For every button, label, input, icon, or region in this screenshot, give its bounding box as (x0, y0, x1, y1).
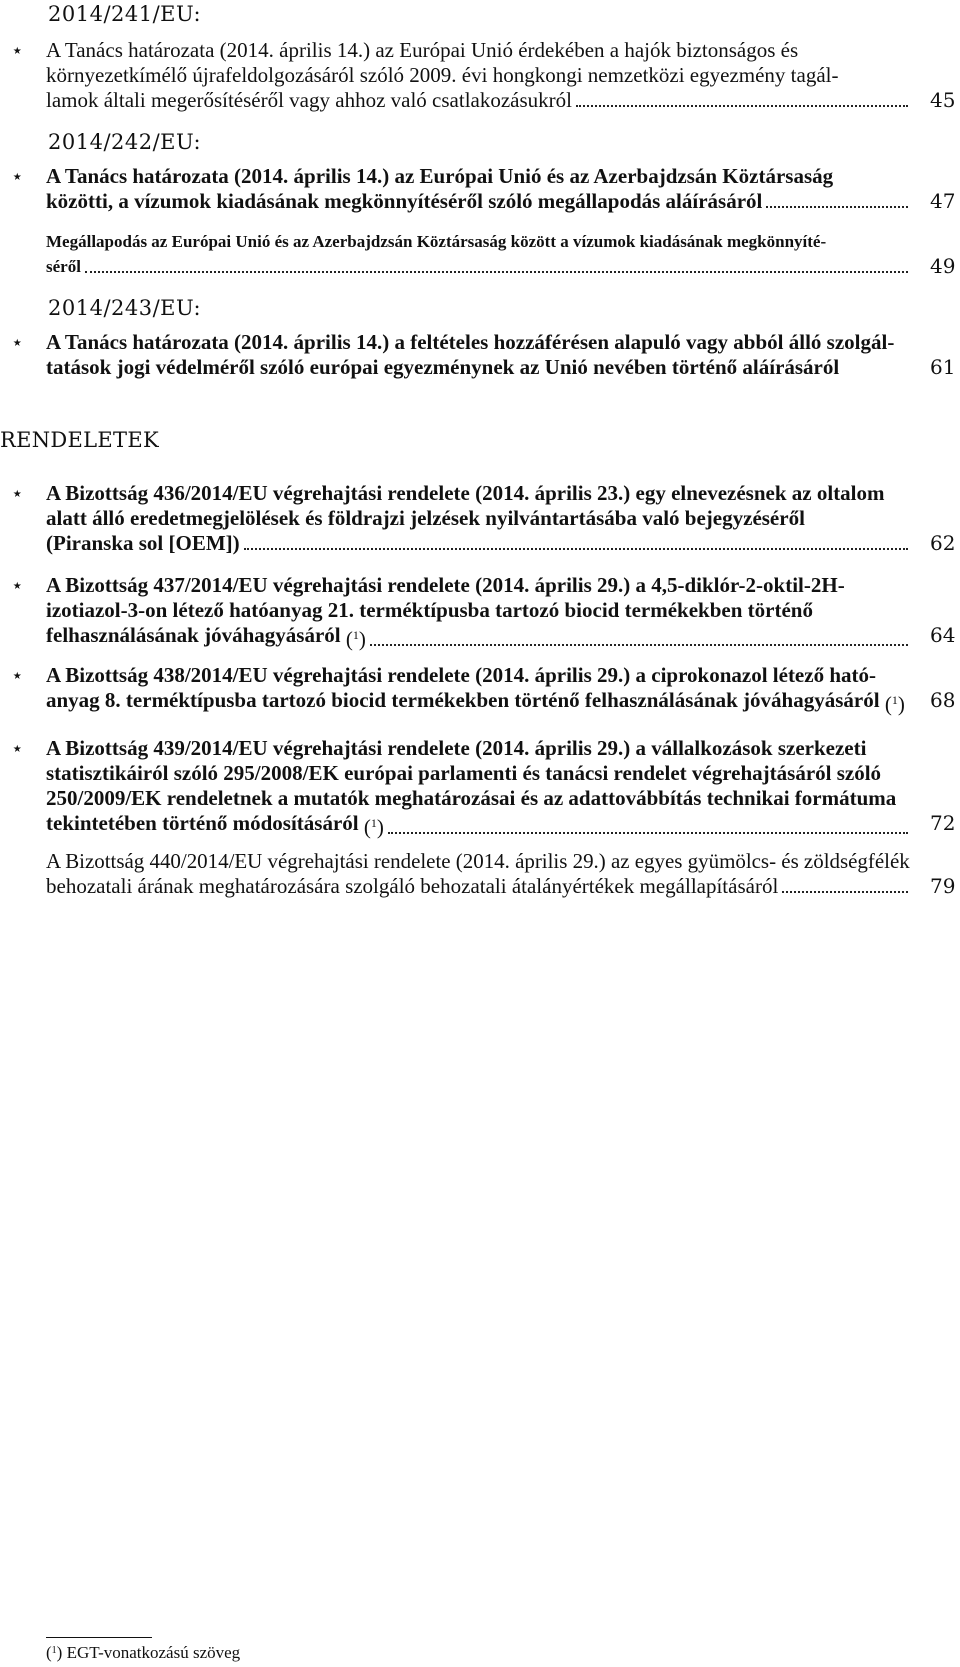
entry-line: anyag 8. terméktípusba tartozó biocid termékekben történő felhasználásának jóváhagyásáról (46, 688, 880, 712)
entry-line: (Piranska sol [OEM]) (46, 531, 240, 555)
entry-line: alatt álló eredetmegjelölések és földrajzi jelzések nyilvántartásába való bejegyzéséről (46, 506, 805, 530)
entry-line: tekintetében történő módosításáról (46, 811, 359, 835)
entry-last-line (46, 254, 910, 279)
dot-leader (766, 189, 908, 208)
entry-text (46, 663, 910, 717)
entry-text (46, 38, 910, 113)
page-number: 79 (930, 874, 956, 898)
entry-last-line: anyag 8. terméktípusba tartozó biocid termékekben történő felhasználásának jóváhagyásáról ($^1$) (46, 688, 905, 716)
entry-line: tatások jogi védelméről szóló európai egyezménynek az Unió nevében történő aláírásáról (46, 355, 840, 379)
page-number: 68 (930, 688, 956, 712)
entry-last-line: felhasználásának jóváhagyásáról ($^1$) (46, 623, 910, 652)
footnote-text: EGT-vonatkozású szöveg (66, 1643, 241, 1662)
star-icon: ⋆ (11, 481, 24, 505)
star-icon: ⋆ (11, 164, 24, 188)
entry-line: behozatali árának meghatározására szolgáló behozatali átalányértékek megállapításáról (46, 874, 779, 898)
section-title-rendeletek: RENDELETEK (0, 428, 159, 452)
entry-line: A Bizottság 440/2014/EU végrehajtási rendelete (2014. április 29.) az egyes gyümölcs- és zöldségfélék (46, 849, 910, 873)
section-heading-2014-243: 2014/243/EU: (48, 296, 202, 320)
dot-leader (388, 811, 908, 834)
footnote-ref[interactable]: 1 (370, 816, 377, 830)
entry-last-line (46, 531, 910, 556)
entry-text (46, 573, 910, 652)
entry-line: A Tanács határozata (2014. április 14.) az Európai Unió érdekében a hajók biztonságos és (46, 38, 799, 62)
entry-line: A Tanács határozata (2014. április 14.) a feltételes hozzáférésen alapuló vagy abból álló szolgál- (46, 330, 895, 354)
entry-text (46, 736, 910, 840)
page-number: 45 (930, 88, 956, 112)
star-icon: ⋆ (11, 663, 24, 687)
entry-line: 250/2009/EK rendeletnek a mutatók meghatározásai és az adattovábbítás technikai formátuma (46, 786, 897, 810)
entry-line: Megállapodás az Európai Unió és az Azerbajdzsán Köztársaság között a vízumok kiadásának megkönnyíté- (46, 232, 827, 251)
footnote-divider (46, 1637, 152, 1638)
star-icon: ⋆ (11, 736, 24, 760)
entry-line: statisztikáiról szóló 295/2008/EK európai parlamenti és tanácsi rendelet végrehajtásáról szóló (46, 761, 882, 785)
page-number: 49 (930, 254, 956, 278)
entry-text (46, 229, 910, 279)
dot-leader (85, 254, 908, 273)
footnote: ($^1$) EGT-vonatkozású szöveg (46, 1643, 241, 1662)
page-number: 61 (930, 355, 956, 379)
entry-last-line (46, 88, 910, 113)
dot-leader (244, 531, 908, 550)
star-icon: ⋆ (11, 330, 24, 354)
footnote-mark: 1 (51, 1645, 57, 1656)
entry-line: A Bizottság 439/2014/EU végrehajtási rendelete (2014. április 29.) a vállalkozások szerkezeti (46, 736, 867, 760)
entry-line: közötti, a vízumok kiadásának megkönnyítéséről szóló megállapodás aláírásáról (46, 189, 763, 213)
entry-line: A Tanács határozata (2014. április 14.) az Európai Unió és az Azerbajdzsán Köztársaság (46, 164, 834, 188)
entry-line: A Bizottság 437/2014/EU végrehajtási rendelete (2014. április 29.) a 4,5-diklór-2-oktil-2H- (46, 573, 845, 597)
section-heading-2014-242: 2014/242/EU: (48, 130, 202, 154)
page-number: 62 (930, 531, 956, 555)
dot-leader (782, 874, 908, 893)
entry-line: séről (46, 257, 81, 276)
entry-last-line: tekintetében történő módosításáról ($^1$) (46, 811, 910, 840)
entry-line: környezetkímélő újrafeldolgozásáról szóló 2009. évi hongkongi nemzetközi egyezmény tagál- (46, 63, 839, 87)
entry-text (46, 164, 910, 214)
entry-line: lamok általi megerősítéséről vagy ahhoz való csatlakozásukról (46, 88, 572, 112)
entry-text (46, 481, 910, 556)
section-heading-2014-241: 2014/241/EU: (48, 2, 202, 26)
page-number: 72 (930, 811, 956, 835)
page-number: 64 (930, 623, 956, 647)
page-number: 47 (930, 189, 956, 213)
star-icon: ⋆ (11, 38, 24, 62)
dot-leader (370, 623, 908, 646)
entry-line: izotiazol-3-on létező hatóanyag 21. terméktípusba tartozó biocid termékekben történő (46, 598, 813, 622)
footnote-ref[interactable]: 1 (352, 628, 359, 642)
entry-text (46, 330, 910, 380)
footnote-ref[interactable]: 1 (891, 693, 898, 707)
entry-text (46, 849, 910, 899)
star-icon: ⋆ (11, 573, 24, 597)
dot-leader (576, 88, 908, 107)
entry-line: felhasználásának jóváhagyásáról (46, 623, 341, 647)
entry-line: A Bizottság 438/2014/EU végrehajtási rendelete (2014. április 29.) a ciprokonazol létező ható- (46, 663, 876, 687)
entry-last-line (46, 189, 910, 214)
entry-last-line (46, 874, 910, 899)
entry-line: A Bizottság 436/2014/EU végrehajtási rendelete (2014. április 23.) egy elnevezésnek az oltalom (46, 481, 885, 505)
